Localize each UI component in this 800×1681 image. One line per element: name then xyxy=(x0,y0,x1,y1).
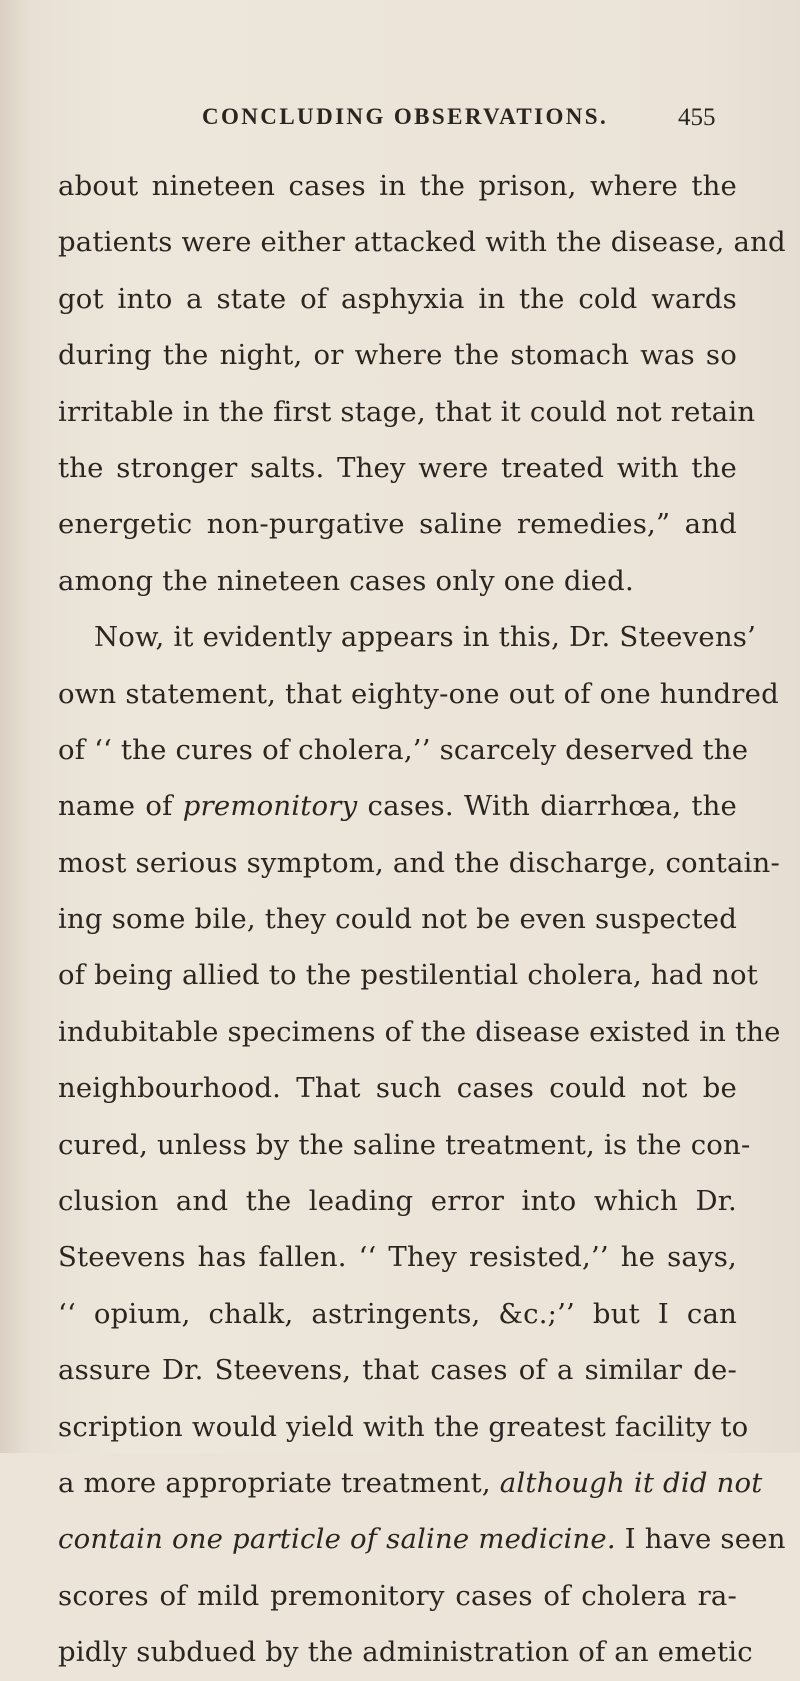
text-line: among the nineteen cases only one died. xyxy=(58,564,634,597)
italic-text: contain one particle of saline medicine. xyxy=(58,1523,616,1556)
text-line: own statement, that eighty-one out of one hundred xyxy=(58,677,779,710)
text-line: irritable in the first stage, that it could not retain xyxy=(58,395,756,428)
text-line: cured, unless by the saline treatment, is the con- xyxy=(58,1128,751,1161)
text-span: I have seen xyxy=(615,1523,786,1556)
italic-text: premonitory xyxy=(182,790,358,823)
running-head-title: CONCLUDING OBSERVATIONS. xyxy=(202,104,609,129)
text-line: of being allied to the pestilential cholera, had not xyxy=(58,959,759,992)
text-line: most serious symptom, and the discharge, contain- xyxy=(58,846,780,879)
text-line: during the night, or where the stomach was so xyxy=(58,339,737,372)
text-line: the stronger salts. They were treated with the xyxy=(58,451,737,484)
text-line xyxy=(58,778,737,834)
text-span: a more appropriate treatment, xyxy=(58,1466,500,1499)
text-line: of ‘‘ the cures of cholera,’’ scarcely deserved the xyxy=(58,733,749,766)
text-line: ‘‘ opium, chalk, astringents, &c.;’’ but I can xyxy=(58,1297,737,1330)
text-line: scription would yield with the greatest facility to xyxy=(58,1410,749,1443)
text-line: about nineteen cases in the prison, where the xyxy=(58,170,737,202)
text-line xyxy=(58,1455,763,1511)
body-text xyxy=(58,158,786,1681)
text-line: got into a state of asphyxia in the cold wards xyxy=(58,282,737,315)
text-line: patients were either attacked with the disease, and xyxy=(58,226,786,259)
text-line: pidly subdued by the administration of an emetic xyxy=(58,1636,753,1669)
text-line: energetic non-purgative saline remedies,” and xyxy=(58,508,737,541)
text-span: cases. With diarrhœa, the xyxy=(357,790,737,823)
running-head xyxy=(0,104,800,144)
text-line: Steevens has fallen. ‘‘ They resisted,’’ he says, xyxy=(58,1241,737,1274)
text-line: clusion and the leading error into which Dr. xyxy=(58,1185,737,1218)
text-line: neighbourhood. That such cases could not be xyxy=(58,1072,737,1105)
paragraph-start-line: Now, it evidently appears in this, Dr. Steevens’ xyxy=(94,621,757,654)
page-number: 455 xyxy=(678,104,716,131)
italic-text: although it did not xyxy=(499,1466,763,1499)
text-span: name of xyxy=(58,790,183,823)
text-line: ing some bile, they could not be even suspected xyxy=(58,903,737,936)
text-line: assure Dr. Steevens, that cases of a similar de- xyxy=(58,1354,737,1387)
text-line: scores of mild premonitory cases of cholera ra- xyxy=(58,1579,737,1612)
text-line xyxy=(58,1511,786,1567)
text-line: indubitable specimens of the disease existed in the xyxy=(58,1015,781,1048)
